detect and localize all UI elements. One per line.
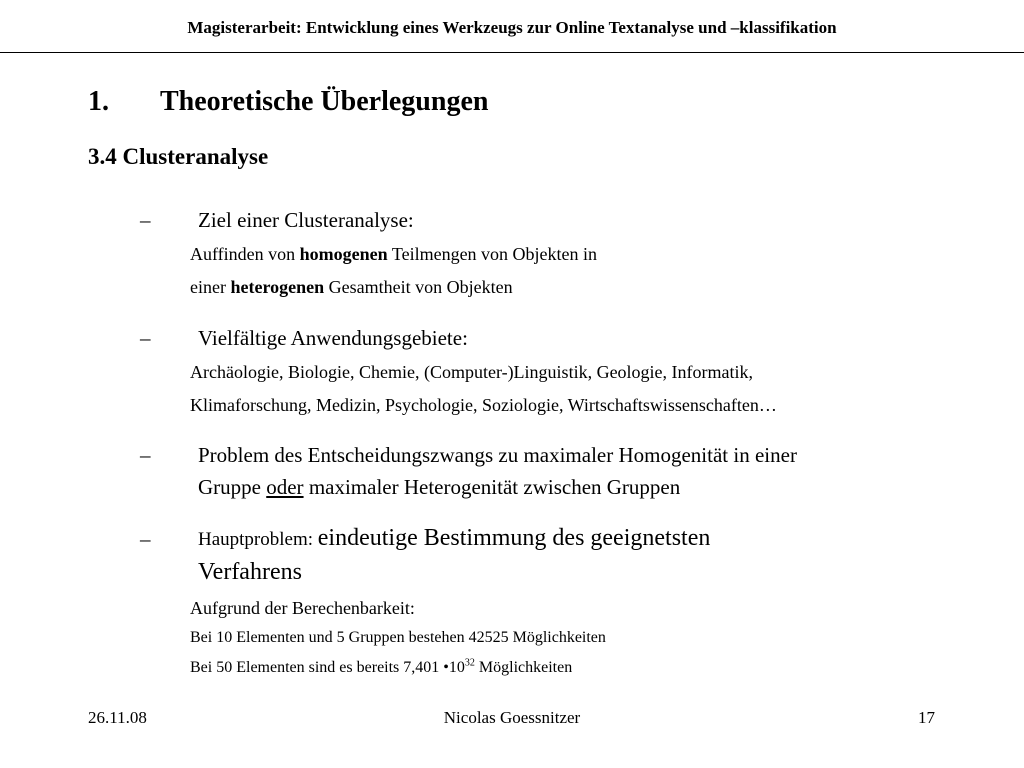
- footer-page-number: 17: [918, 708, 935, 727]
- section-title: 3.4 Clusteranalyse: [88, 144, 269, 169]
- bullet-marker: –: [140, 527, 151, 551]
- bullet-applications-heading: Vielfältige Anwendungsgebiete:: [198, 326, 468, 350]
- bullet-goal-heading: Ziel einer Clusteranalyse:: [198, 208, 414, 232]
- bullet-marker: –: [140, 326, 151, 350]
- bold-term-homogeneous: homogenen: [299, 244, 388, 264]
- bullet-applications-line-2: Klimaforschung, Medizin, Psychologie, Soziologie, Wirtschaftswissenschaften…: [190, 395, 777, 415]
- footer-author: Nicolas Goessnitzer: [443, 708, 581, 727]
- text-span: Gruppe: [198, 475, 267, 499]
- footer-date: 26.11.08: [88, 708, 147, 727]
- bullet-marker: –: [140, 208, 151, 232]
- text-span: Teilmengen von Objekten in: [387, 244, 598, 264]
- document-header-title: Magisterarbeit: Entwicklung eines Werkzeugs zur Online Textanalyse und –klassifikation: [187, 18, 837, 37]
- bullet-goal-line-1: [190, 244, 597, 265]
- main-problem-sub-2: Bei 10 Elementen und 5 Gruppen bestehen 42525 Möglichkeiten: [190, 629, 606, 646]
- main-problem-label: Hauptproblem:: [198, 529, 318, 550]
- bullet-problem-line-2: [198, 471, 680, 503]
- text-span: Gesamtheit von Objekten: [324, 277, 513, 297]
- main-problem-text: eindeutige Bestimmung des geeignetsten: [317, 525, 711, 551]
- underlined-term-oder: oder: [266, 475, 304, 499]
- chapter-title: Theoretische Überlegungen: [160, 86, 489, 117]
- bullet-marker: –: [140, 443, 151, 467]
- main-problem-sub-3: [190, 659, 572, 677]
- bullet-main-problem-heading: [198, 522, 710, 556]
- chapter-number: 1.: [88, 86, 109, 117]
- chapter-heading: [88, 86, 488, 118]
- text-span: maximaler Heterogenität zwischen Gruppen: [303, 475, 681, 499]
- text-span: einer: [190, 277, 231, 297]
- bold-term-heterogeneous: heterogenen: [230, 277, 325, 297]
- header-divider: [0, 52, 1024, 53]
- bullet-goal-line-2: [190, 277, 513, 298]
- bullet-problem-line-1: Problem des Entscheidungszwangs zu maximaler Homogenität in einer: [198, 443, 797, 467]
- bullet-main-problem-line-2: Verfahrens: [198, 559, 302, 585]
- text-span: Bei 50 Elementen sind es bereits 7,401 •10: [190, 659, 465, 676]
- text-span: Auffinden von: [190, 244, 300, 264]
- bullet-applications-line-1: Archäologie, Biologie, Chemie, (Computer-)Linguistik, Geologie, Informatik,: [190, 362, 754, 382]
- main-problem-sub-1: Aufgrund der Berechenbarkeit:: [190, 598, 415, 618]
- exponent: 32: [464, 657, 475, 669]
- text-span: Möglichkeiten: [474, 659, 573, 676]
